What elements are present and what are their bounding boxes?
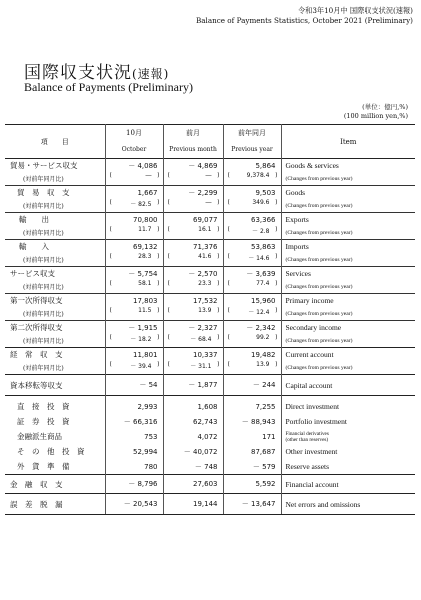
pct-value: ―	[205, 199, 212, 206]
change-label-ja: (対前年同月比)	[5, 280, 105, 294]
change-label-en: (Changes from previous year)	[285, 202, 353, 209]
row-label-en: Goods & services	[281, 159, 415, 173]
paren-open: (	[109, 307, 112, 314]
value-prev-year: 171	[223, 429, 281, 444]
pct-cell	[223, 307, 281, 321]
unit-ja: (単位：億円,%)	[362, 103, 408, 111]
paren-open: (	[227, 307, 230, 314]
paren-open: (	[167, 172, 170, 179]
title-sub: (速報)	[132, 67, 170, 81]
row-label-en: Secondary income	[281, 321, 415, 335]
row-label-ja: 外 貨 準 備	[5, 459, 105, 475]
pct-value: 349.6	[252, 199, 270, 206]
pct-cell	[223, 199, 281, 213]
value-october: 52,994	[105, 444, 163, 459]
paren-close: )	[157, 253, 160, 260]
pct-cell	[163, 253, 223, 267]
pct-cell	[163, 199, 223, 213]
pct-value: 23.3	[198, 280, 212, 287]
pct-value: － 82.5	[130, 201, 152, 208]
pct-cell	[105, 226, 163, 240]
pct-cell	[223, 361, 281, 375]
paren-close: )	[275, 172, 278, 179]
paren-close: )	[217, 280, 220, 287]
header-row-ja	[5, 125, 415, 141]
pct-value: ―	[205, 172, 212, 179]
change-label-en: (Changes from previous year)	[285, 337, 353, 344]
pct-value: 13.9	[256, 361, 270, 368]
pct-cell	[105, 334, 163, 348]
row-label-ja: 第二次所得収支	[5, 321, 105, 335]
row-label-ja: 貿 易 収 支	[5, 186, 105, 200]
value-prev-year: － 244	[223, 375, 281, 396]
change-label-en: (Changes from previous year)	[285, 229, 353, 236]
pct-cell	[163, 334, 223, 348]
pct-cell	[105, 253, 163, 267]
pct-cell	[223, 253, 281, 267]
pct-value: 9,378.4	[246, 172, 270, 179]
pct-cell	[163, 280, 223, 294]
row-label-ja: 資本移転等収支	[5, 375, 105, 396]
page-title-en: Balance of Payments (Preliminary)	[24, 80, 193, 94]
table-row	[5, 494, 415, 515]
table-row	[5, 475, 415, 494]
title-text: 国際収支状況	[24, 63, 132, 83]
pct-cell	[105, 280, 163, 294]
row-label-ja: 誤 差 脱 漏	[5, 494, 105, 515]
pct-value: － 2.8	[252, 228, 270, 235]
row-label-en-line2: (other than reserves)	[285, 436, 329, 443]
paren-open: (	[109, 199, 112, 206]
col-prev-month-ja: 前月	[163, 125, 223, 141]
pct-cell	[163, 361, 223, 375]
value-prev-month: 17,532	[163, 294, 223, 308]
value-october: 780	[105, 459, 163, 475]
pct-value: 99.2	[256, 334, 270, 341]
pct-cell	[223, 172, 281, 186]
row-label-en: Portfolio investment	[285, 417, 347, 426]
value-prev-month: 4,072	[163, 429, 223, 444]
paren-close: )	[157, 226, 160, 233]
row-label-ja: 証 券 投 資	[5, 414, 105, 429]
pct-value: 16.1	[198, 226, 212, 233]
row-label-en: Financial account	[281, 475, 415, 494]
pct-cell	[163, 172, 223, 186]
paren-close: )	[275, 280, 278, 287]
paren-open: (	[109, 280, 112, 287]
row-label-ja: 輸 入	[5, 240, 105, 254]
paren-close: )	[217, 253, 220, 260]
change-row	[5, 361, 415, 375]
value-october: 69,132	[105, 240, 163, 254]
paren-close: )	[157, 361, 160, 368]
pct-value: － 68.4	[190, 336, 212, 343]
table-row	[5, 267, 415, 281]
value-prev-month: － 4,869	[163, 159, 223, 173]
value-prev-month: － 748	[163, 459, 223, 475]
pct-value: 11.5	[138, 307, 152, 314]
pct-cell	[163, 307, 223, 321]
change-row	[5, 280, 415, 294]
row-label-ja: 金 融 収 支	[5, 475, 105, 494]
col-oct-ja: 10月	[105, 125, 163, 141]
value-prev-month: 69,077	[163, 213, 223, 227]
unit-en: (100 million yen,%)	[343, 112, 408, 120]
col-oct-en: October	[105, 140, 163, 159]
value-prev-year: － 3,639	[223, 267, 281, 281]
paren-close: )	[157, 280, 160, 287]
change-label-ja: (対前年同月比)	[5, 361, 105, 375]
paren-close: )	[275, 307, 278, 314]
pct-value: 11.7	[138, 226, 152, 233]
pct-value: ―	[145, 172, 152, 179]
row-label-ja: 金融派生商品	[5, 429, 105, 444]
table-row	[5, 213, 415, 227]
pct-value: 58.1	[138, 280, 152, 287]
row-label-ja: 直 接 投 資	[5, 396, 105, 415]
pct-value: － 14.6	[248, 255, 270, 262]
table-row	[5, 375, 415, 396]
table-row	[5, 186, 415, 200]
col-item-en: Item	[281, 125, 415, 159]
value-october: － 66,316	[105, 414, 163, 429]
paren-close: )	[217, 361, 220, 368]
value-prev-month: 1,608	[163, 396, 223, 415]
row-label-ja: そ の 他 投 資	[5, 444, 105, 459]
change-row	[5, 172, 415, 186]
pct-value: 77.4	[256, 280, 270, 287]
row-label-en: Reserve assets	[285, 462, 330, 471]
change-label-ja: (対前年同月比)	[5, 172, 105, 186]
row-label-en: Direct investment	[281, 396, 415, 415]
pct-value: － 12.4	[248, 309, 270, 316]
change-row	[5, 199, 415, 213]
paren-open: (	[167, 334, 170, 341]
value-october: － 20,543	[105, 494, 163, 515]
value-prev-year: － 88,943	[223, 414, 281, 429]
paren-close: )	[275, 226, 278, 233]
change-row	[5, 307, 415, 321]
paren-open: (	[227, 334, 230, 341]
value-october: － 4,086	[105, 159, 163, 173]
value-prev-month: 62,743	[163, 414, 223, 429]
paren-open: (	[227, 280, 230, 287]
value-prev-month: － 2,570	[163, 267, 223, 281]
paren-close: )	[217, 199, 220, 206]
change-label-ja: (対前年同月比)	[5, 307, 105, 321]
pct-value: － 31.1	[190, 363, 212, 370]
value-prev-year: － 2,342	[223, 321, 281, 335]
value-october: － 54	[105, 375, 163, 396]
change-row	[5, 334, 415, 348]
value-prev-month: － 2,327	[163, 321, 223, 335]
value-prev-year: 9,503	[223, 186, 281, 200]
paren-close: )	[275, 334, 278, 341]
change-label-ja: (対前年同月比)	[5, 334, 105, 348]
row-label-ja: 経 常 収 支	[5, 348, 105, 362]
row-label-ja: 第一次所得収支	[5, 294, 105, 308]
value-october: 11,801	[105, 348, 163, 362]
pct-cell	[163, 226, 223, 240]
value-october: 17,803	[105, 294, 163, 308]
change-label-ja: (対前年同月比)	[5, 226, 105, 240]
row-label-en: Exports	[281, 213, 415, 227]
value-prev-year: － 13,647	[223, 494, 281, 515]
table-row	[5, 414, 415, 429]
pct-cell	[105, 199, 163, 213]
value-october: － 1,915	[105, 321, 163, 335]
value-prev-year: 19,482	[223, 348, 281, 362]
table-row	[5, 396, 415, 415]
value-october: 2,993	[105, 396, 163, 415]
value-prev-month: 71,376	[163, 240, 223, 254]
paren-open: (	[227, 172, 230, 179]
paren-open: (	[227, 253, 230, 260]
change-label-en: (Changes from previous year)	[285, 175, 353, 182]
pct-cell	[105, 307, 163, 321]
table-row	[5, 294, 415, 308]
value-prev-month: － 2,299	[163, 186, 223, 200]
table-row	[5, 159, 415, 173]
paren-open: (	[167, 361, 170, 368]
row-label-en: Other investment	[285, 447, 338, 456]
paren-open: (	[227, 226, 230, 233]
paren-open: (	[109, 334, 112, 341]
pct-value: 13.9	[198, 307, 212, 314]
header-en: Balance of Payments Statistics, October 2021 (Preliminary)	[195, 16, 413, 25]
paren-open: (	[167, 199, 170, 206]
paren-close: )	[157, 307, 160, 314]
value-prev-year: 5,592	[223, 475, 281, 494]
paren-open: (	[167, 253, 170, 260]
paren-close: )	[157, 199, 160, 206]
paren-close: )	[157, 172, 160, 179]
row-label-en: Net errors and omissions	[281, 494, 415, 515]
paren-close: )	[217, 172, 220, 179]
table-row	[5, 240, 415, 254]
paren-close: )	[217, 307, 220, 314]
table-row	[5, 321, 415, 335]
pct-value: 28.3	[138, 253, 152, 260]
table-row	[5, 459, 415, 475]
table-row	[5, 348, 415, 362]
value-prev-month: － 40,072	[163, 444, 223, 459]
paren-open: (	[109, 361, 112, 368]
row-label-en	[281, 429, 415, 444]
paren-close: )	[275, 253, 278, 260]
paren-open: (	[227, 361, 230, 368]
col-prev-month-en: Previous month	[163, 140, 223, 159]
change-label-ja: (対前年同月比)	[5, 199, 105, 213]
change-label-en: (Changes from previous year)	[285, 310, 353, 317]
pct-cell	[105, 172, 163, 186]
paren-open: (	[109, 253, 112, 260]
value-prev-year: 87,687	[223, 444, 281, 459]
value-prev-year: 63,366	[223, 213, 281, 227]
paren-close: )	[275, 361, 278, 368]
change-label-en: (Changes from previous year)	[285, 256, 353, 263]
bop-table	[5, 124, 415, 515]
pct-value: 41.6	[198, 253, 212, 260]
value-october: － 5,754	[105, 267, 163, 281]
row-label-en: Goods	[281, 186, 415, 200]
change-label-en: (Changes from previous year)	[285, 364, 353, 371]
value-prev-year: 53,863	[223, 240, 281, 254]
row-label-en: Capital account	[281, 375, 415, 396]
change-label-en: (Changes from previous year)	[285, 283, 353, 290]
paren-open: (	[109, 172, 112, 179]
row-label-en: Services	[281, 267, 415, 281]
row-label-en: Imports	[281, 240, 415, 254]
row-label-en: Current account	[281, 348, 415, 362]
paren-open: (	[109, 226, 112, 233]
change-row	[5, 253, 415, 267]
paren-open: (	[167, 280, 170, 287]
pct-value: － 39.4	[130, 363, 152, 370]
pct-cell	[223, 280, 281, 294]
row-label-en-line1: Financial derivatives	[285, 430, 329, 437]
value-prev-year: 5,864	[223, 159, 281, 173]
pct-cell	[105, 361, 163, 375]
paren-open: (	[167, 226, 170, 233]
row-label-ja: 貿易・サービス収支	[5, 159, 105, 173]
paren-close: )	[157, 334, 160, 341]
value-october: 70,800	[105, 213, 163, 227]
row-label-ja: サービス収支	[5, 267, 105, 281]
row-label-ja: 輸 出	[5, 213, 105, 227]
header-date-ja: 令和3年10月中 国際収支状況(速報)	[297, 6, 413, 15]
col-prev-year-en: Previous year	[223, 140, 281, 159]
value-prev-year: － 579	[223, 459, 281, 475]
value-october: 1,667	[105, 186, 163, 200]
paren-open: (	[227, 199, 230, 206]
paren-close: )	[217, 334, 220, 341]
change-label-ja: (対前年同月比)	[5, 253, 105, 267]
value-october: － 8,796	[105, 475, 163, 494]
table-row	[5, 429, 415, 444]
value-prev-month: 27,603	[163, 475, 223, 494]
value-prev-year: 15,960	[223, 294, 281, 308]
row-label-en: Primary income	[281, 294, 415, 308]
col-item-ja: 項 目	[5, 125, 105, 159]
paren-close: )	[217, 226, 220, 233]
col-prev-year-ja: 前年同月	[223, 125, 281, 141]
pct-cell	[223, 226, 281, 240]
value-prev-month: 10,337	[163, 348, 223, 362]
table-row	[5, 444, 415, 459]
value-prev-month: 19,144	[163, 494, 223, 515]
paren-open: (	[167, 307, 170, 314]
change-row	[5, 226, 415, 240]
paren-close: )	[275, 199, 278, 206]
value-prev-year: 7,255	[223, 396, 281, 415]
pct-cell	[223, 334, 281, 348]
value-prev-month: － 1,877	[163, 375, 223, 396]
value-october: 753	[105, 429, 163, 444]
pct-value: － 18.2	[130, 336, 152, 343]
